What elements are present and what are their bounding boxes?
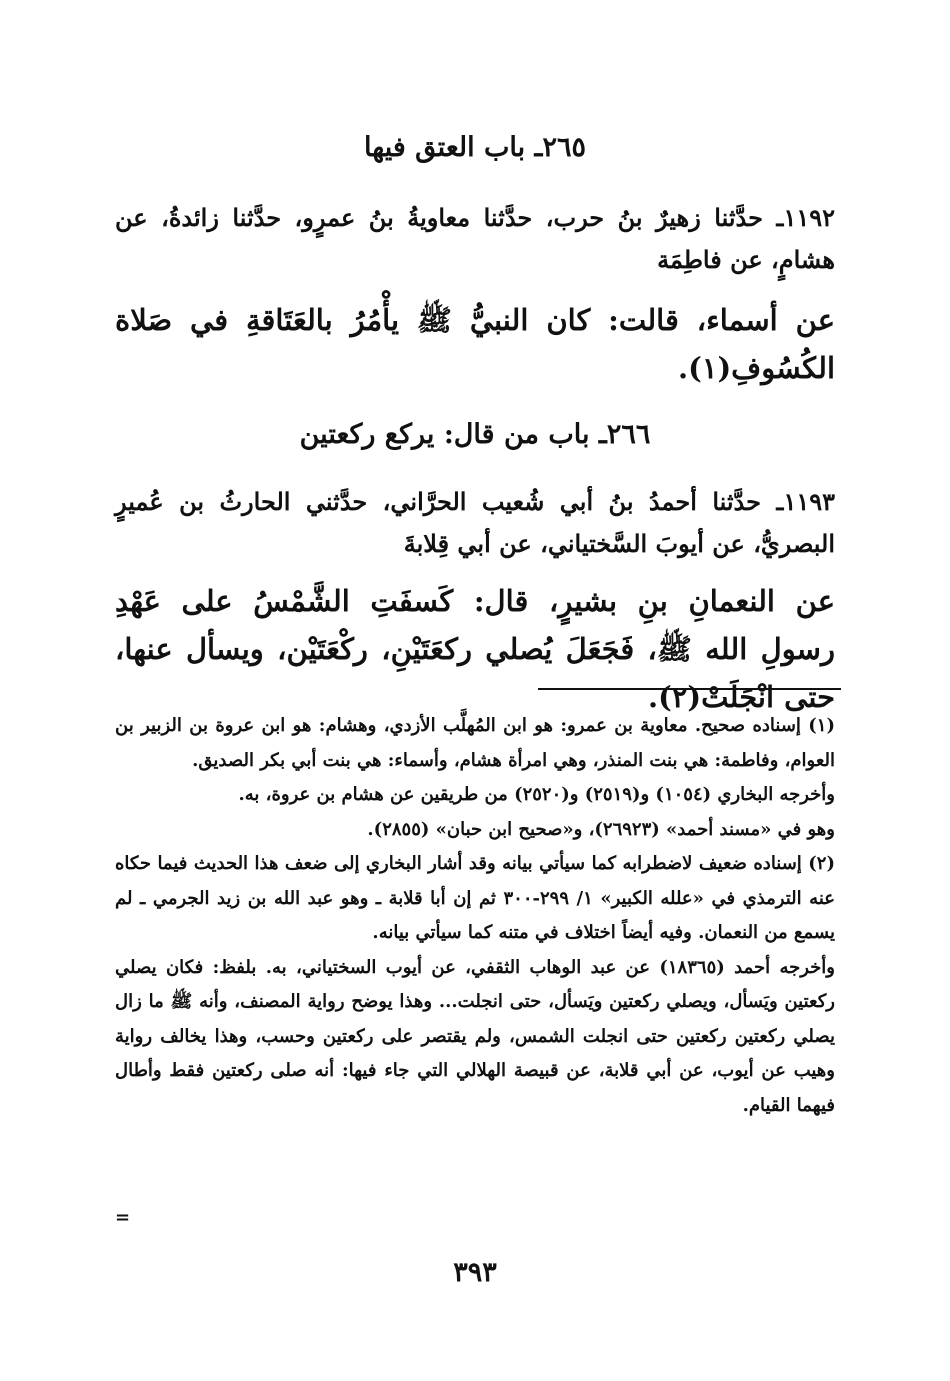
chapter-266-heading: ٢٦٦ـ باب من قال: يركع ركعتين xyxy=(299,419,651,450)
chapter-265-heading: ٢٦٥ـ باب العتق فيها xyxy=(364,132,586,163)
footnote-2: (٢) إسناده ضعيف لاضطرابه كما سيأتي بيانه وقد أشار البخاري إلى ضعف هذا الحديث فيما حكاه عنه الترمذي في «علله الكبير» ١/ ٢٩٩-٣٠٠ ثم إن أبا قلابة ـ وهو عبد الله بن زيد الجرمي ـ لم يسمع من النعمان. وفيه أيضاً اختلاف في متنه كما سيأتي بيانه. xyxy=(115,853,836,943)
hadith-1193-chain: ١١٩٣ـ حدَّثنا أحمدُ بنُ أبي شُعيب الحرَّاني، حدَّثني الحارثُ بن عُميرٍ البصريُّ، عن أيوبَ السَّختياني، عن أبي قِلابةَ xyxy=(115,487,835,558)
footnote-1-takhrij: وأخرجه البخاري (١٠٥٤) و(٢٥١٩) و(٢٥٢٠) من طريقين عن هشام بن عروة، به. xyxy=(238,784,835,805)
continuation-mark: = xyxy=(115,1207,131,1228)
footnote-1-references: وهو في «مسند أحمد» (٢٦٩٢٣)، و«صحيح ابن حبان» (٢٨٥٥). xyxy=(367,818,835,840)
hadith-1193-text: عن النعمانِ بنِ بشيرٍ، قال: كَسفَتِ الشَّمْسُ على عَهْدِ رسولِ الله ﷺ، فَجَعَلَ يُصلي ركعَتَيْنِ، ركْعَتَيْن، ويسأل عنها، حتى انْجَلَتْ(٢). xyxy=(115,584,835,714)
footnote-2-takhrij: وأخرجه أحمد (١٨٣٦٥) عن عبد الوهاب الثقفي، عن أيوب السختياني، به. بلفظ: فكان يصلي ركعتين ويَسأل، ويصلي ركعتين ويَسأل، حتى انجلت... وهذا يوضح رواية المصنف، وأنه ﷺ ما زال يصلي ركعتين ركعتين حتى انجلت الشمس، ولم يقتصر على ركعتين وحسب، وهذا يخالف رواية وهيب عن أيوب، عن أبي قلابة، عن قبيصة الهلالي التي جاء فيها: أنه صلى ركعتين فقط وأطال فيهما القيام. xyxy=(115,956,836,1116)
page-number: ٣٩٣ xyxy=(453,1257,497,1288)
footnote-separator xyxy=(538,688,841,690)
footnote-1: (١) إسناده صحيح. معاوية بن عمرو: هو ابن المُهلَّب الأزدي، وهشام: هو ابن عروة بن الزبير بن العوام، وفاطمة: هي بنت المنذر، وهي امرأة هشام، وأسماء: هي بنت أبي بكر الصديق. xyxy=(115,715,835,771)
footnotes xyxy=(115,709,835,1123)
hadith-1192-chain: ١١٩٢ـ حدَّثنا زهيرٌ بنُ حرب، حدَّثنا معاويةُ بنُ عمرٍو، حدَّثنا زائدةُ، عن هشامٍ، عن فاطِمَة xyxy=(115,203,835,274)
hadith-1192-text: عن أسماء، قالت: كان النبيُّ ﷺ يأْمُرُ بالعَتَاقةِ في صَلاة الكُسُوفِ(١). xyxy=(115,303,835,385)
